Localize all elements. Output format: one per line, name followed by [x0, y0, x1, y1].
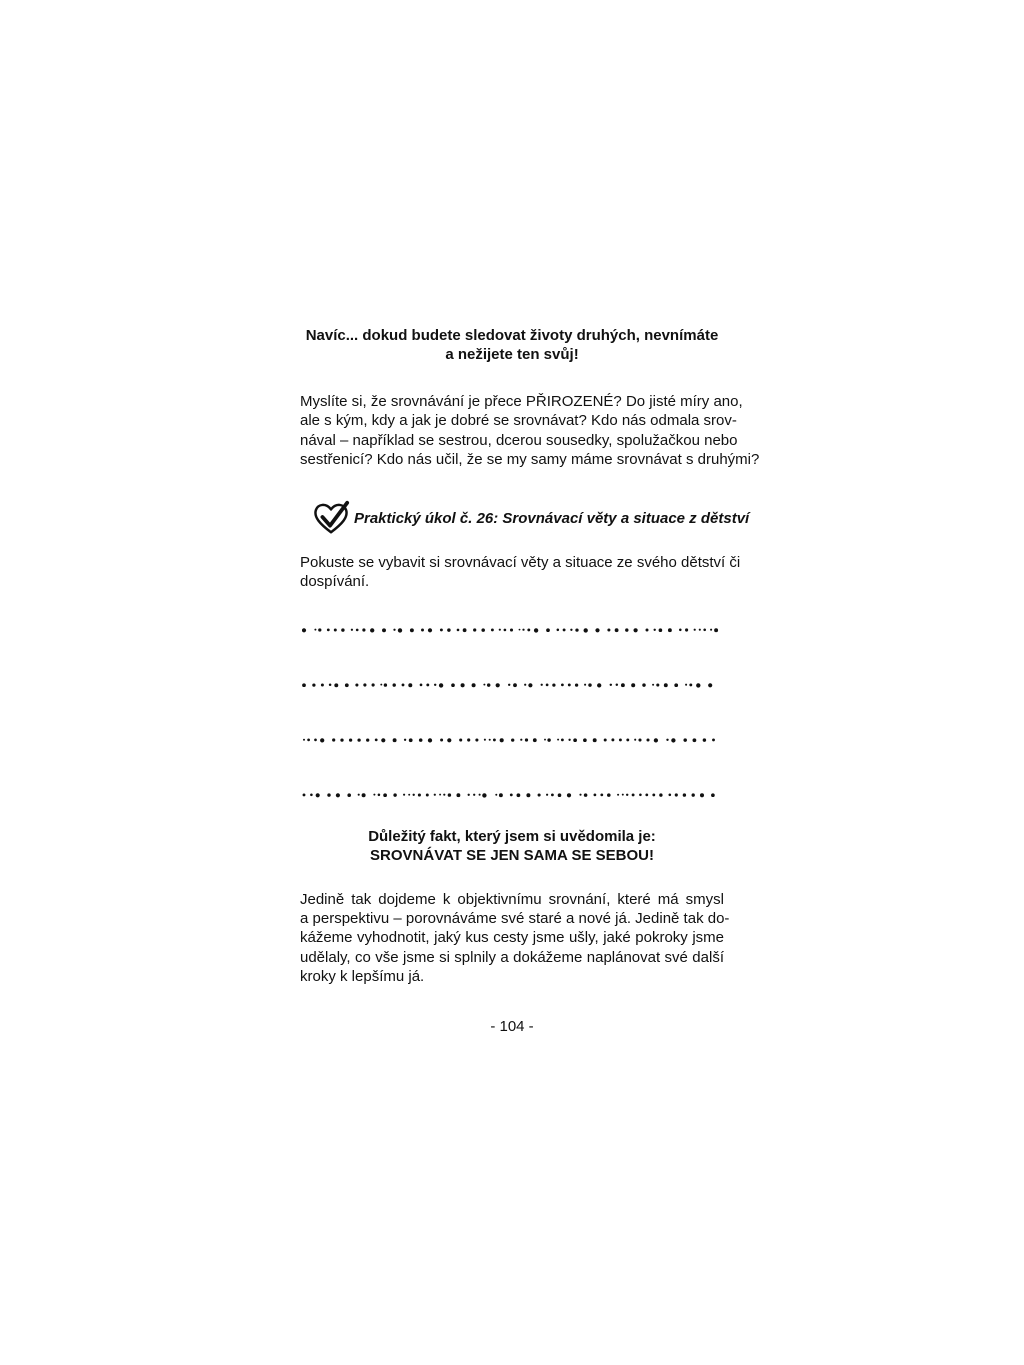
dot [491, 628, 494, 631]
dot [312, 683, 315, 686]
dot [440, 628, 443, 631]
dot [544, 738, 546, 740]
dot [440, 738, 443, 741]
dot [638, 738, 641, 741]
dot [547, 738, 550, 741]
dot [694, 628, 696, 630]
dot [473, 793, 475, 795]
practical-task-header [300, 499, 750, 537]
dot [584, 683, 586, 685]
dot [652, 683, 654, 685]
intro-heading-line: Navíc... dokud budete sledovat životy druhých, nevnímáte [305, 327, 719, 344]
dot [528, 683, 532, 687]
dot [570, 628, 572, 630]
dot [409, 738, 413, 742]
dot [447, 628, 450, 631]
dot [685, 683, 687, 685]
fact-paragraph-line: kážeme vyhodnotit, jaký kus cesty jsme ušly, jaké pokroky jsme [300, 929, 724, 947]
dot [700, 793, 704, 797]
dot [370, 628, 374, 632]
dot [383, 793, 387, 797]
dot [303, 793, 306, 796]
dot [393, 793, 396, 796]
dot [674, 683, 678, 687]
dot [525, 738, 528, 741]
dot [426, 793, 429, 796]
dot [646, 628, 649, 631]
dot [689, 683, 692, 686]
dot [375, 738, 378, 741]
dot [533, 738, 537, 742]
dot [393, 738, 397, 742]
task-instructions [300, 553, 741, 592]
dot [524, 683, 526, 685]
dot [708, 683, 712, 687]
dot [696, 683, 700, 687]
intro-paragraph-line: nával – například se sestrou, dcerou sousedky, spolužačkou nebo [300, 431, 738, 449]
dot [380, 683, 382, 685]
dot [362, 628, 365, 631]
dot [604, 738, 607, 741]
dotted-answer-line[interactable] [302, 626, 722, 634]
dot [467, 738, 470, 741]
dot [517, 793, 521, 797]
dot [307, 738, 310, 741]
dot [483, 683, 485, 685]
dot [463, 628, 467, 632]
dot [310, 793, 313, 796]
dot [639, 793, 642, 796]
dot [408, 794, 410, 796]
dot [619, 738, 622, 741]
dot [568, 738, 570, 740]
dot [302, 683, 306, 687]
dot [584, 793, 588, 797]
dot [538, 793, 541, 796]
dot [404, 738, 406, 740]
dot [443, 793, 445, 795]
page-content [300, 326, 760, 986]
dot [712, 738, 715, 741]
dot [366, 738, 369, 741]
dot [418, 793, 421, 796]
dot [600, 793, 603, 796]
dot [447, 738, 451, 742]
dot [500, 738, 504, 742]
dot [479, 793, 481, 795]
dot [356, 628, 359, 631]
dot [413, 793, 415, 795]
dot [552, 683, 555, 686]
dot [546, 793, 548, 795]
dot [692, 793, 695, 796]
dot [685, 628, 688, 631]
dot [625, 628, 628, 631]
dot [349, 738, 352, 741]
dot [372, 683, 375, 686]
dot [402, 683, 405, 686]
dot [410, 628, 414, 632]
dot [320, 738, 324, 742]
dot [496, 683, 500, 687]
dot [378, 793, 381, 796]
dot [451, 683, 455, 687]
dot [664, 683, 668, 687]
dot [493, 738, 496, 741]
intro-paragraph-line: sestřenicí? Kdo nás učil, že se my samy máme srovnávat s druhými? [300, 450, 760, 468]
dot [473, 628, 476, 631]
answer-lines [300, 626, 724, 799]
dot [504, 628, 507, 631]
dot [561, 738, 564, 741]
task-instructions-line: Pokuste se vybavit si srovnávací věty a situace ze svého dětství či [300, 554, 741, 572]
dot [622, 793, 624, 795]
dot [428, 628, 432, 632]
dot [615, 628, 619, 632]
dot [434, 683, 436, 685]
dot [355, 683, 358, 686]
dot [675, 793, 678, 796]
dot [358, 793, 360, 795]
dot [316, 793, 320, 797]
dotted-answer-line[interactable] [302, 791, 722, 799]
dot [584, 628, 588, 632]
dot [631, 683, 635, 687]
dot [398, 628, 402, 632]
dot [481, 628, 485, 632]
dot [403, 793, 405, 795]
dot [633, 628, 637, 632]
dot [489, 738, 491, 740]
dot [575, 683, 578, 686]
dot [511, 738, 514, 741]
dot [683, 793, 686, 796]
dot [668, 628, 672, 632]
dot [499, 793, 503, 797]
intro-paragraph-line: ale s kým, kdy a jak je dobré se srovnávat? Kdo nás odmala srov- [300, 412, 737, 430]
dot [573, 738, 577, 742]
dot [439, 683, 443, 687]
dot [327, 793, 330, 796]
dot [561, 683, 564, 686]
dot [656, 683, 659, 686]
dot [593, 738, 597, 742]
dot [669, 793, 672, 796]
dot [484, 738, 486, 740]
dot [642, 683, 645, 686]
dot [421, 628, 424, 631]
fact-paragraph-line: kroky k lepšímu já. [300, 967, 425, 985]
heart-check-icon [312, 499, 350, 537]
dot [671, 738, 675, 742]
intro-heading-line: a nežijete ten svůj! [445, 346, 579, 363]
dot [510, 628, 513, 631]
dot [703, 738, 706, 741]
dot [626, 793, 628, 795]
dot [634, 738, 636, 740]
intro-paragraph-line: Myslíte si, že srovnávání je přece PŘIROZENÉ? Do jisté míry ano, [300, 393, 743, 410]
dot [321, 683, 324, 686]
dot [519, 628, 521, 630]
page-number: - 104 - [490, 1018, 534, 1035]
dot [610, 683, 612, 685]
dot [393, 683, 396, 686]
dot [482, 793, 486, 797]
dot [522, 628, 524, 630]
dot [579, 793, 581, 795]
task-instructions-line: dospívání. [300, 573, 370, 591]
dot [314, 738, 317, 741]
dot [459, 738, 462, 741]
dot [541, 683, 543, 685]
dot [420, 683, 423, 686]
dot [456, 793, 460, 797]
dot [448, 793, 451, 796]
dot [475, 738, 478, 741]
dot [408, 683, 412, 687]
dot [679, 628, 682, 631]
dot [567, 793, 571, 797]
dot [526, 793, 530, 797]
dot [314, 628, 316, 630]
dot [534, 628, 538, 632]
dot [336, 793, 340, 797]
fact-heading-line: SROVNÁVAT SE JEN SAMA SE SEBOU! [370, 846, 654, 864]
dot [332, 738, 335, 741]
dot [362, 793, 366, 797]
dot [616, 683, 618, 685]
dot [329, 683, 332, 686]
dot [363, 683, 366, 686]
intro-paragraph [300, 392, 760, 469]
dot [607, 628, 610, 631]
dot [645, 793, 648, 796]
dot [699, 628, 701, 630]
dot [461, 683, 465, 687]
dotted-answer-line[interactable] [302, 736, 722, 744]
dot [558, 793, 562, 797]
dot [594, 793, 597, 796]
dot [568, 683, 571, 686]
dot [595, 628, 599, 632]
dot [654, 738, 658, 742]
fact-paragraph-line: a perspektivu – porovnáváme své staré a nové já. Jedině tak do- [300, 910, 730, 928]
dot [439, 793, 441, 795]
dot [575, 628, 578, 631]
dot [597, 683, 601, 687]
dot [654, 628, 656, 630]
dot [381, 738, 385, 742]
dot [617, 793, 619, 795]
dot [621, 683, 625, 687]
dot [499, 628, 501, 630]
dot [513, 683, 517, 687]
dot [646, 738, 649, 741]
dot [384, 683, 387, 686]
dot [611, 738, 614, 741]
dot [546, 628, 550, 632]
dot [334, 628, 337, 631]
practical-task-title: Praktický úkol č. 26: Srovnávací věty a situace z dětství [354, 509, 750, 527]
dot [327, 628, 330, 631]
dot [714, 628, 718, 632]
dot [607, 793, 611, 797]
dot [652, 793, 655, 796]
dot [457, 628, 460, 631]
dot [382, 628, 386, 632]
fact-paragraph-line: udělaly, co vše jsme si splnily a dokážeme naplánovat své další [300, 948, 724, 966]
dot [557, 738, 559, 740]
dot [583, 738, 587, 742]
dot [373, 793, 375, 795]
dot [318, 628, 321, 631]
dot [434, 793, 436, 795]
dot [468, 793, 470, 795]
dot [626, 738, 629, 741]
dot [551, 793, 554, 796]
dot [419, 738, 423, 742]
dot [546, 683, 549, 686]
dot [347, 793, 351, 797]
dot [711, 793, 715, 797]
fact-paragraph [300, 890, 730, 986]
dot [426, 683, 429, 686]
dot [632, 793, 635, 796]
dot [341, 628, 344, 631]
dot [487, 683, 490, 686]
dot [428, 738, 432, 742]
dot [508, 683, 510, 685]
dot [659, 628, 663, 632]
dot [393, 628, 395, 630]
dot [666, 738, 668, 740]
dot [683, 738, 686, 741]
dot [703, 628, 706, 631]
dot [527, 628, 530, 631]
dot [495, 793, 497, 795]
dot [659, 793, 662, 796]
dot [345, 683, 349, 687]
dot [520, 738, 522, 740]
dotted-answer-line[interactable] [302, 681, 722, 689]
fact-paragraph-line: Jedině tak dojdeme k objektivnímu srovnání, které má smysl [300, 890, 724, 908]
dot [340, 738, 343, 741]
dot [693, 738, 697, 742]
dot [710, 628, 712, 630]
dot [334, 683, 338, 687]
intro-heading [300, 326, 724, 364]
dot [510, 793, 513, 796]
important-fact-heading [300, 827, 724, 865]
dot [557, 628, 560, 631]
dot [563, 628, 566, 631]
dot [351, 628, 353, 630]
dot [302, 628, 306, 632]
fact-heading-line: Důležitý fakt, který jsem si uvědomila je: [368, 827, 656, 845]
dot [472, 683, 476, 687]
dot [357, 738, 360, 741]
dot [303, 738, 305, 740]
dot [588, 683, 591, 686]
